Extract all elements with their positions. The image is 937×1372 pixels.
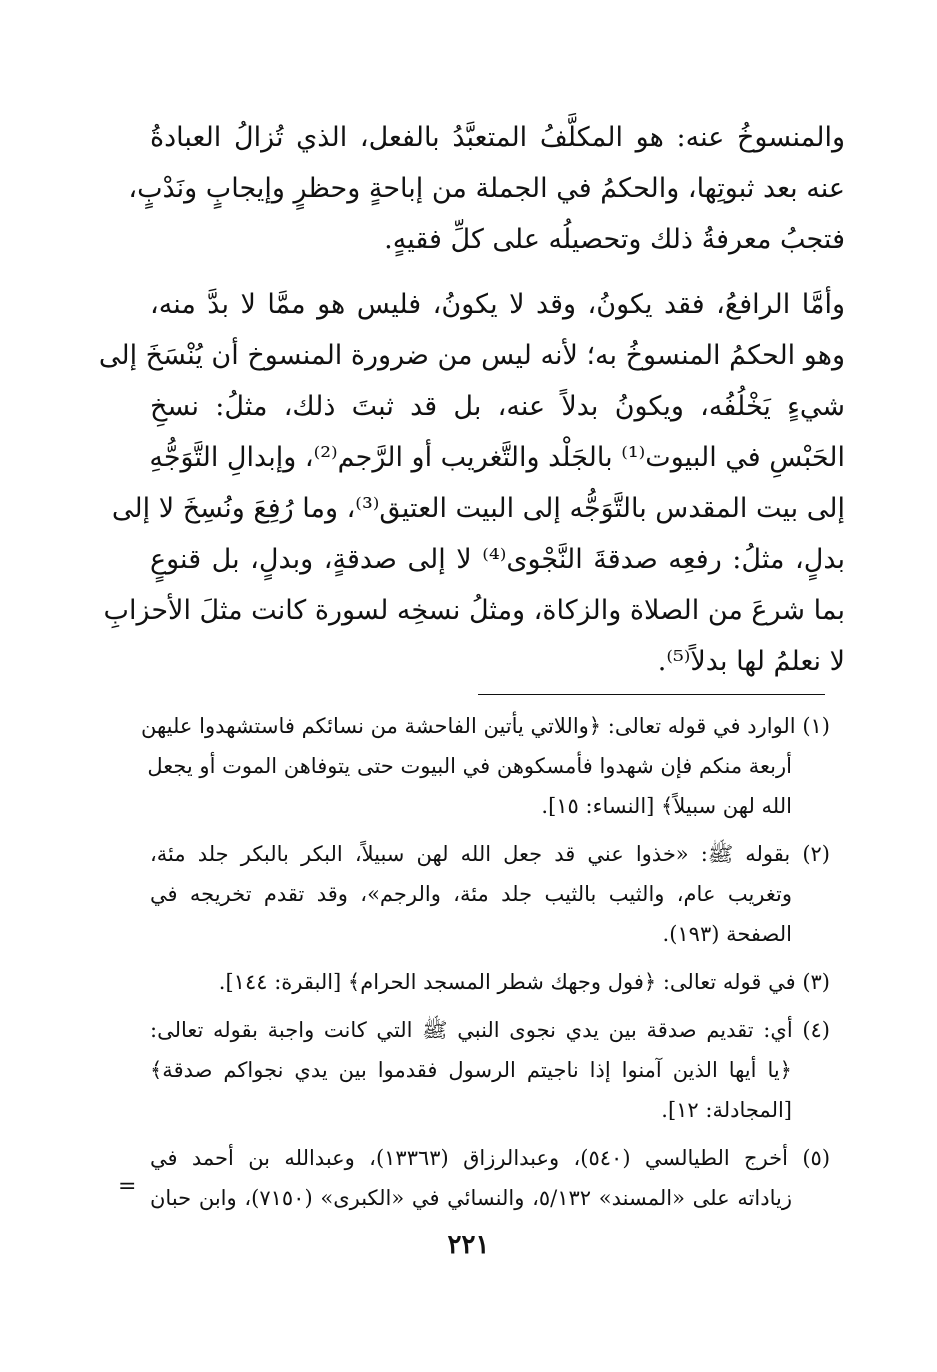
footnote-line: (٥) أخرج الطيالسي (٥٤٠)، وعبدالرزاق (١٣٣٦٣)، وعبدالله بن أحمد في bbox=[150, 1146, 831, 1170]
footnotes bbox=[140, 706, 831, 1226]
text-line: بما شرعَ من الصلاة والزكاة، ومثلُ نسخِه لسورة كانت مثلَ الأحزابِ bbox=[103, 595, 845, 626]
footnote-line: ﴿يا أيها الذين آمنوا إذا ناجيتم الرسول فقدموا بين يدي نجواكم صدقة﴾ bbox=[150, 1058, 792, 1082]
footnote-line: الصفحة (١٩٣). bbox=[662, 922, 792, 946]
page-number: ٢٢١ bbox=[447, 1230, 490, 1260]
footnote-line: (١) الوارد في قوله تعالى: ﴿واللاتي يأتين الفاحشة من نسائكم فاستشهدوا عليهن bbox=[140, 714, 830, 738]
footnote-2 bbox=[150, 834, 830, 954]
footnote-line: (٢) بقوله ﷺ: «خذوا عني قد جعل الله لهن سبيلاً، البكر بالبكر جلد مئة، bbox=[150, 842, 830, 866]
footnote-5 bbox=[150, 1138, 830, 1218]
paragraph bbox=[128, 112, 845, 265]
footnote-line: الله لهن سبيلاً﴾ [النساء: ١٥]. bbox=[541, 794, 792, 818]
footnote-continued-mark: = bbox=[118, 1174, 137, 1199]
footnote-line: [المجادلة: ١٢]. bbox=[661, 1098, 792, 1122]
paragraph bbox=[98, 279, 846, 687]
footnote-separator bbox=[478, 694, 825, 695]
main-text bbox=[98, 112, 846, 701]
footnote-line: أربعة منكم فإن شهدوا فأمسكوهن في البيوت حتى يتوفاهن الموت أو يجعل bbox=[147, 754, 792, 778]
text-line: بدلٍ، مثلُ: رفعِه صدقةَ النَّجْوى⁽⁴⁾ لا إلى صدقةٍ، وبدلٍ، بل قنوعٍ bbox=[150, 544, 846, 575]
text-line: وأمَّا الرافعُ، فقد يكونُ، وقد لا يكونُ، فليس هو ممَّا لا بدَّ منه، bbox=[150, 289, 845, 320]
footnote-line: (٣) في قوله تعالى: ﴿فول وجهك شطر المسجد الحرام﴾ [البقرة: ١٤٤]. bbox=[218, 970, 830, 994]
text-line: إلى بيت المقدس بالتَّوَجُّه إلى البيت العتيق⁽³⁾، وما رُفِعَ ونُسِخَ لا إلى bbox=[111, 493, 845, 524]
text-line: لا نعلمُ لها بدلاً⁽⁵⁾. bbox=[657, 646, 845, 677]
footnote-3 bbox=[150, 962, 830, 1002]
footnote-4 bbox=[150, 1010, 830, 1130]
text-line: شيءٍ يَخْلُفُه، ويكونُ بدلاً عنه، بل قد ثبتَ ذلك، مثلُ: نسخِ bbox=[150, 391, 845, 422]
text-line: عنه بعد ثبوتِها، والحكمُ في الجملة من إباحةٍ وحظرٍ وإيجابٍ ونَدْبٍ، bbox=[128, 173, 845, 204]
footnote-1 bbox=[140, 706, 830, 826]
footnote-line: (٤) أي: تقديم صدقة بين يدي نجوى النبي ﷺ التي كانت واجبة بقوله تعالى: bbox=[150, 1018, 830, 1042]
text-line: والمنسوخُ عنه: هو المكلَّفُ المتعبَّدُ بالفعل، الذي تُزالُ العبادةُ bbox=[150, 122, 845, 153]
text-line: وهو الحكمُ المنسوخُ به؛ لأنه ليس من ضرورة المنسوخ أن يُنْسَخَ إلى bbox=[98, 340, 845, 371]
text-line: فتجبُ معرفةُ ذلك وتحصيلُه على كلِّ فقيهٍ. bbox=[384, 224, 845, 255]
text-line: الحَبْسِ في البيوت⁽¹⁾ بالجَلْد والتَّغريب أو الرَّجم⁽²⁾، وإبدالِ التَّوَجُّهِ bbox=[149, 442, 845, 473]
footnote-line: وتغريب عام، والثيب بالثيب جلد مئة، والرجم»، وقد تقدم تخريجه في bbox=[150, 882, 792, 906]
footnote-line: زياداته على «المسند» ٥/١٣٢، والنسائي في «الكبرى» (٧١٥٠)، وابن حبان bbox=[150, 1186, 792, 1210]
